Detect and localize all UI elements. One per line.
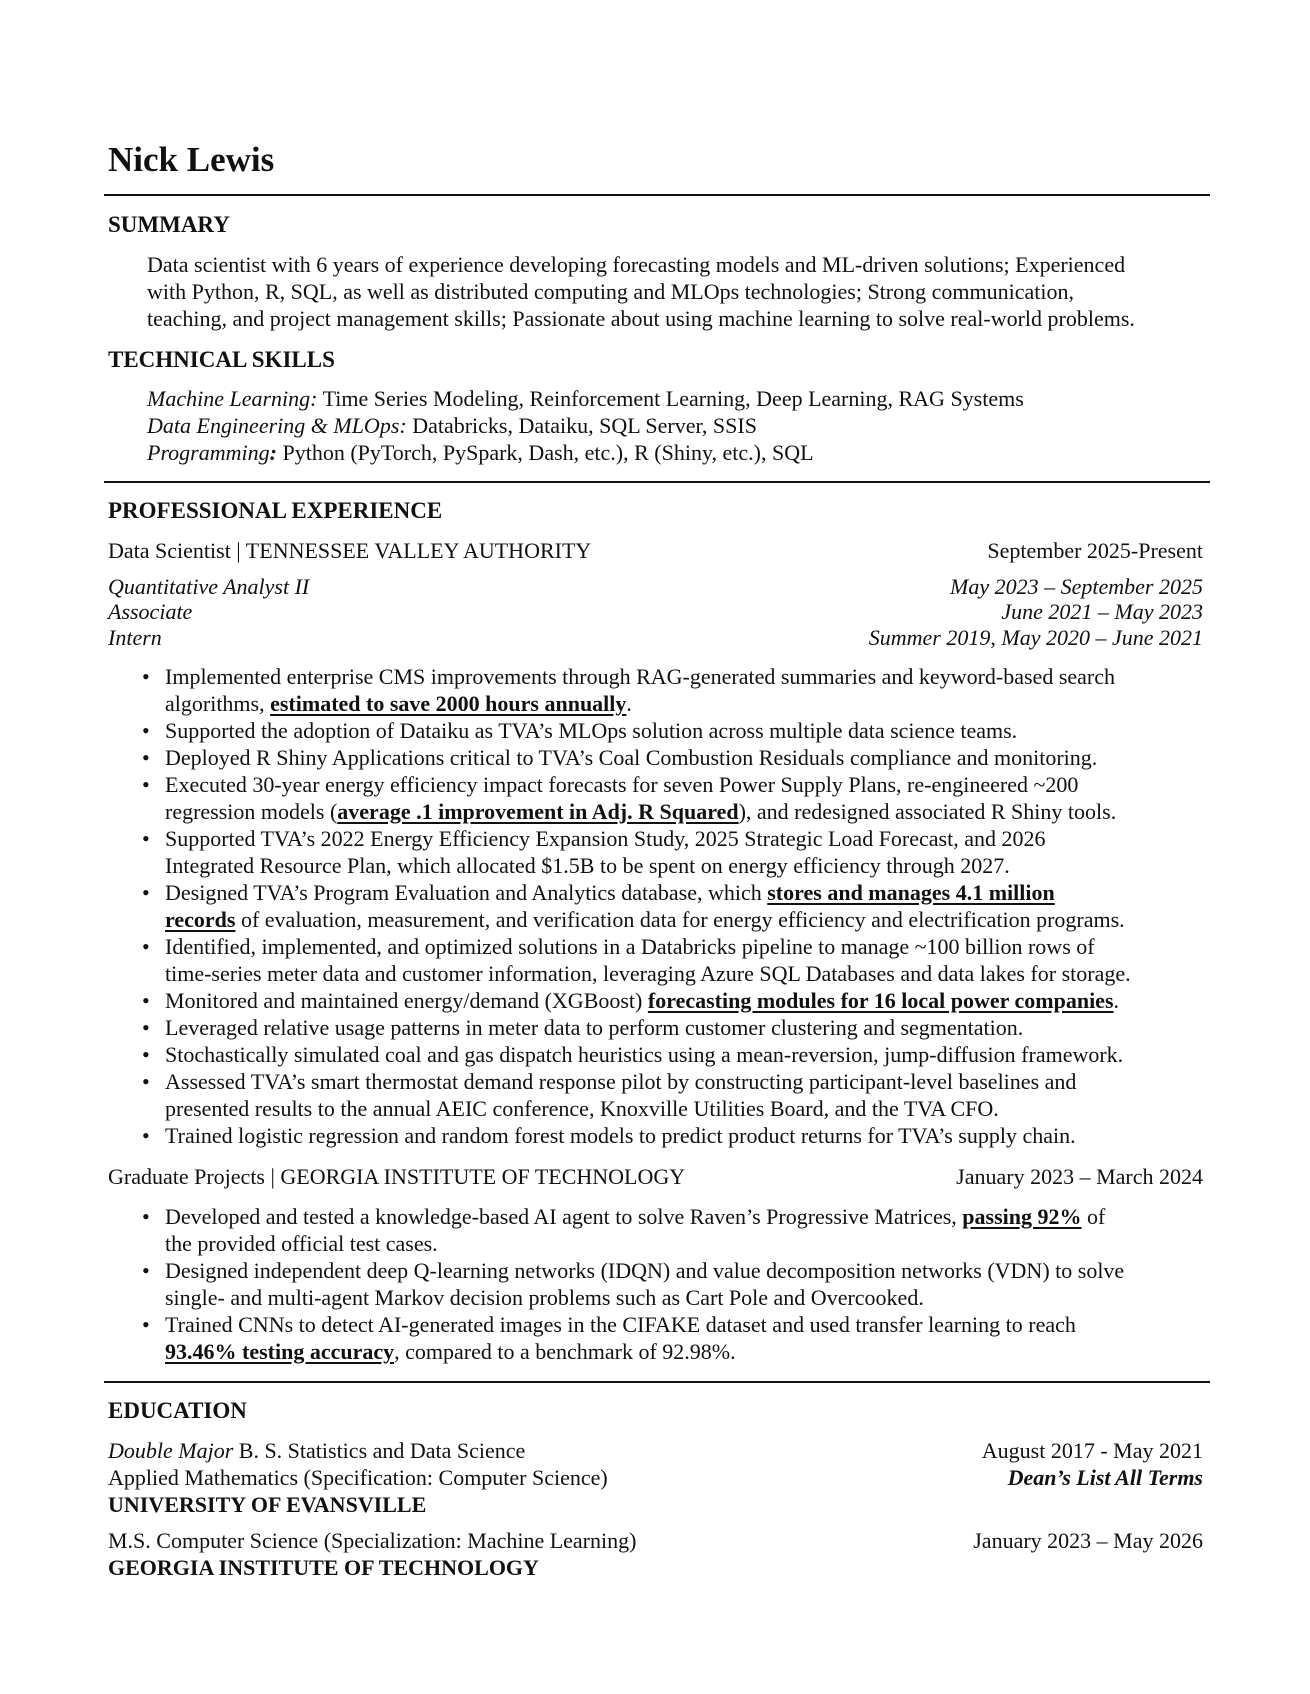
summary-line: with Python, R, SQL, as well as distributed computing and MLOps technologies; Strong communication,	[147, 279, 1074, 304]
text: of evaluation, measurement, and verification data for energy efficiency and electrification programs.	[235, 907, 1125, 932]
skill-line	[147, 412, 757, 439]
bullet-text	[165, 906, 1125, 933]
divider	[104, 481, 1210, 483]
bullet-text: Integrated Resource Plan, which allocated $1.5B to be spent on energy efficiency through 2027.	[165, 853, 1010, 878]
bullet-text: Supported TVA’s 2022 Energy Efficiency Expansion Study, 2025 Strategic Load Forecast, and 2026	[165, 826, 1046, 851]
text: Designed TVA’s Program Evaluation and Analytics database, which	[165, 880, 768, 905]
education-dates: January 2023 – May 2026	[973, 1528, 1203, 1553]
text: Developed and tested a knowledge-based AI agent to solve Raven’s Progressive Matrices,	[165, 1204, 963, 1229]
bullet-text: Stochastically simulated coal and gas dispatch heuristics using a mean-reversion, jump-diffusion framework.	[165, 1042, 1124, 1067]
skill-label: Programming	[147, 440, 270, 465]
education-dates: August 2017 - May 2021	[981, 1438, 1203, 1463]
bullet-marker: •	[142, 745, 150, 770]
highlight: average .1 improvement in Adj. R Squared	[337, 799, 739, 824]
experience-heading: PROFESSIONAL EXPERIENCE	[108, 498, 443, 523]
bullet-text	[165, 1203, 1105, 1230]
bullet-text: Deployed R Shiny Applications critical to TVA’s Coal Combustion Residuals compliance and monitoring.	[165, 745, 1098, 770]
bullet-marker: •	[142, 1069, 150, 1094]
bullet-text	[165, 1338, 736, 1365]
summary-line: teaching, and project management skills; Passionate about using machine learning to solve real-world problems.	[147, 306, 1135, 331]
bullet-text: the provided official test cases.	[165, 1231, 438, 1256]
highlight: 93.46% testing accuracy	[165, 1339, 395, 1364]
text: ), and redesigned associated R Shiny tools.	[738, 799, 1117, 824]
bullet-text	[165, 798, 1116, 825]
bullet-text	[165, 879, 1055, 906]
skills-heading: TECHNICAL SKILLS	[108, 347, 335, 372]
school-name: UNIVERSITY OF EVANSVILLE	[108, 1492, 427, 1517]
role-title: Quantitative Analyst II	[108, 574, 310, 599]
degree-line: M.S. Computer Science (Specialization: Machine Learning)	[108, 1528, 637, 1553]
bullet-marker: •	[142, 1312, 150, 1337]
bullet-marker: •	[142, 1258, 150, 1283]
text: , compared to a benchmark of 92.98%.	[394, 1339, 736, 1364]
bullet-text: Designed independent deep Q-learning networks (IDQN) and value decomposition networks (VDN) to solve	[165, 1258, 1125, 1283]
bullet-text: Implemented enterprise CMS improvements through RAG-generated summaries and keyword-based search	[165, 664, 1116, 689]
bullet-text: Assessed TVA’s smart thermostat demand response pilot by constructing participant-level baselines and	[165, 1069, 1077, 1094]
degree-text: B. S. Statistics and Data Science	[233, 1438, 526, 1463]
skill-value: Python (PyTorch, PySpark, Dash, etc.), R (Shiny, etc.), SQL	[276, 440, 814, 465]
bullet-marker: •	[142, 1123, 150, 1148]
summary-heading: SUMMARY	[108, 212, 230, 237]
bullet-marker: •	[142, 1015, 150, 1040]
role-title: Intern	[108, 625, 162, 650]
skill-line	[147, 385, 1024, 412]
bullet-marker: •	[142, 718, 150, 743]
role-title: Associate	[108, 599, 193, 624]
bullet-marker: •	[142, 934, 150, 959]
skill-value: Databricks, Dataiku, SQL Server, SSIS	[406, 413, 757, 438]
school-name: GEORGIA INSTITUTE OF TECHNOLOGY	[108, 1555, 539, 1580]
bullet-text: Executed 30-year energy efficiency impact forecasts for seven Power Supply Plans, re-engineered ~200	[165, 772, 1079, 797]
text: regression models (	[165, 799, 338, 824]
text: Monitored and maintained energy/demand (XGBoost)	[165, 988, 648, 1013]
bullet-text: Trained logistic regression and random forest models to predict product returns for TVA’s supply chain.	[165, 1123, 1076, 1148]
highlight: estimated to save 2000 hours annually	[270, 691, 627, 716]
bullet-marker: •	[142, 826, 150, 851]
text: .	[626, 691, 632, 716]
resume-name: Nick Lewis	[108, 140, 275, 179]
bullet-text: Trained CNNs to detect AI-generated images in the CIFAKE dataset and used transfer learning to reach	[165, 1312, 1076, 1337]
degree-prefix: Double Major	[108, 1438, 234, 1463]
bullet-text	[165, 690, 632, 717]
honor: Dean’s List All Terms	[1007, 1465, 1203, 1490]
bullet-marker: •	[142, 880, 150, 905]
education-heading: EDUCATION	[108, 1398, 247, 1423]
role-dates: Summer 2019, May 2020 – June 2021	[868, 625, 1203, 650]
degree-line: Applied Mathematics (Specification: Computer Science)	[108, 1465, 608, 1490]
bullet-marker: •	[142, 988, 150, 1013]
job-dates: January 2023 – March 2024	[956, 1164, 1203, 1189]
bullet-text: Leveraged relative usage patterns in meter data to perform customer clustering and segmentation.	[165, 1015, 1024, 1040]
bullet-marker: •	[142, 1204, 150, 1229]
role-dates: June 2021 – May 2023	[1001, 599, 1203, 624]
degree-line	[108, 1437, 525, 1464]
divider	[104, 1381, 1210, 1383]
highlight: passing 92%	[962, 1204, 1082, 1229]
text: of	[1081, 1204, 1106, 1229]
bullet-marker: •	[142, 664, 150, 689]
bullet-marker: •	[142, 772, 150, 797]
divider	[104, 194, 1210, 196]
bullet-text	[165, 987, 1119, 1014]
job-dates: September 2025-Present	[987, 538, 1203, 563]
bullet-text: single- and multi-agent Markov decision problems such as Cart Pole and Overcooked.	[165, 1285, 924, 1310]
bullet-text: presented results to the annual AEIC conference, Knoxville Utilities Board, and the TVA CFO.	[165, 1096, 999, 1121]
job-title: Data Scientist | TENNESSEE VALLEY AUTHORITY	[108, 538, 592, 563]
summary-line: Data scientist with 6 years of experience developing forecasting models and ML-driven solutions; Experienced	[147, 252, 1126, 277]
text: .	[1113, 988, 1120, 1013]
bullet-marker: •	[142, 1042, 150, 1067]
skill-line	[147, 439, 814, 466]
highlight: stores and manages 4.1 million	[767, 880, 1055, 905]
role-dates: May 2023 – September 2025	[950, 574, 1203, 599]
skill-colon: :	[269, 440, 277, 465]
skill-label: Machine Learning:	[147, 386, 318, 411]
bullet-text: time-series meter data and customer information, leveraging Azure SQL Databases and data lakes for storage.	[165, 961, 1131, 986]
text: algorithms,	[165, 691, 271, 716]
highlight: records	[165, 907, 236, 932]
skill-label: Data Engineering & MLOps:	[147, 413, 407, 438]
bullet-text: Identified, implemented, and optimized solutions in a Databricks pipeline to manage ~100 billion rows of	[165, 934, 1095, 959]
skill-value: Time Series Modeling, Reinforcement Learning, Deep Learning, RAG Systems	[317, 386, 1024, 411]
job-title: Graduate Projects | GEORGIA INSTITUTE OF TECHNOLOGY	[108, 1164, 686, 1189]
bullet-text: Supported the adoption of Dataiku as TVA’s MLOps solution across multiple data science teams.	[165, 718, 1018, 743]
highlight: forecasting modules for 16 local power companies	[647, 988, 1114, 1013]
